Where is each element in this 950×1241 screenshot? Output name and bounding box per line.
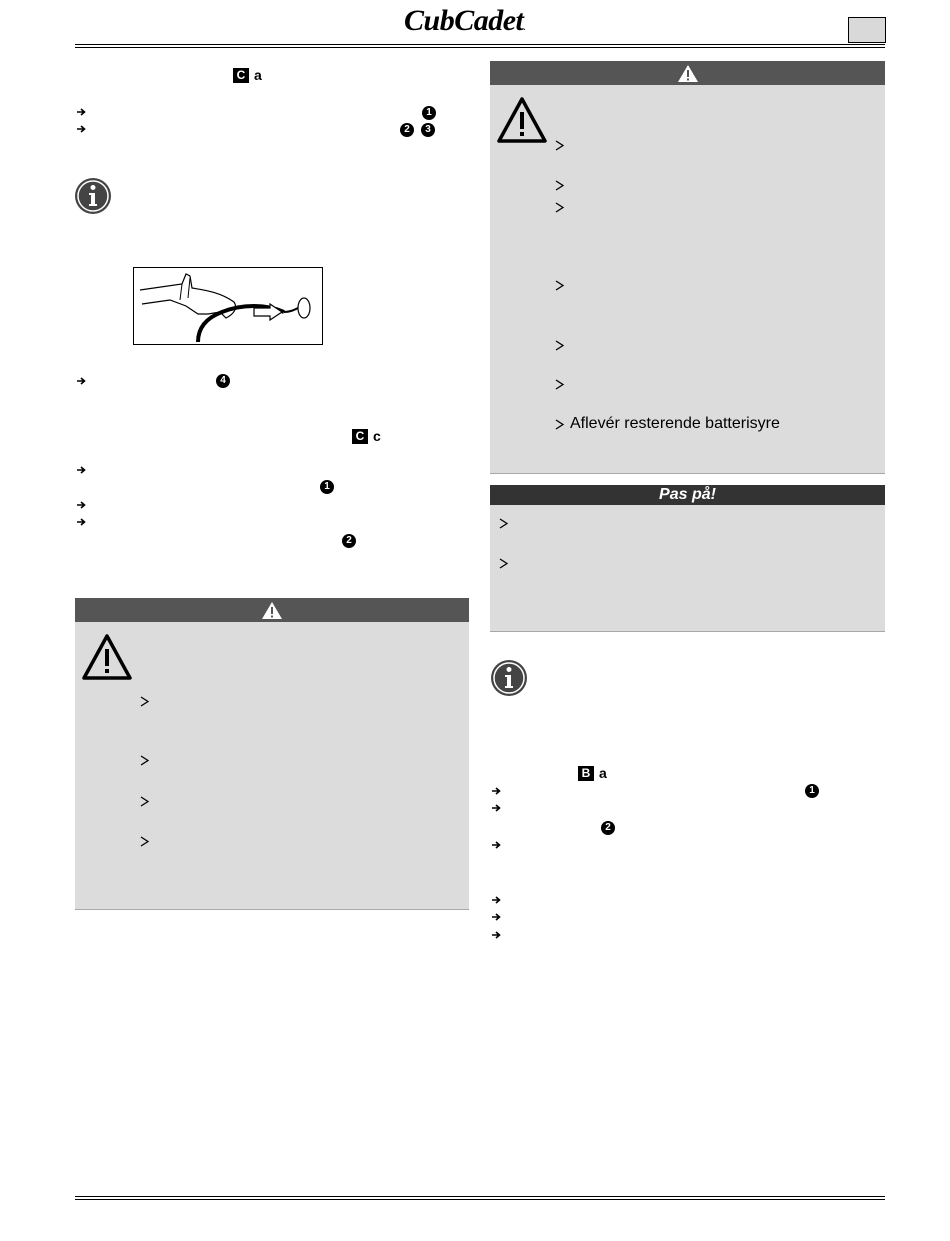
step-number: 1	[805, 784, 819, 798]
bullet-chevron-icon	[140, 796, 149, 807]
bullet-chevron-icon	[499, 558, 508, 569]
info-icon	[74, 177, 112, 215]
bullet-chevron-icon	[140, 836, 149, 847]
warning-triangle-icon	[677, 64, 699, 83]
bullet-chevron-icon	[555, 280, 564, 291]
warning-triangle-icon	[261, 601, 283, 620]
bullet-chevron-icon	[499, 518, 508, 529]
section-tag-b-a: B a	[578, 765, 607, 781]
right-arrow-icon	[77, 107, 87, 117]
caution-box-title: Pas på!	[490, 485, 885, 505]
step-number: 1	[422, 106, 436, 120]
right-arrow-icon	[77, 376, 87, 386]
step-number: 2	[342, 534, 356, 548]
right-arrow-icon	[492, 930, 502, 940]
language-box	[848, 17, 886, 43]
bullet-chevron-icon	[555, 180, 564, 191]
step-number: 4	[216, 374, 230, 388]
right-arrow-icon	[492, 803, 502, 813]
right-arrow-icon	[77, 124, 87, 134]
bullet-chevron-icon	[140, 755, 149, 766]
right-arrow-icon	[492, 895, 502, 905]
right-arrow-icon	[492, 786, 502, 796]
cable-illustration	[133, 267, 323, 345]
header-rule-2	[75, 47, 885, 48]
bullet-chevron-icon	[555, 140, 564, 151]
step-number: 1	[320, 480, 334, 494]
hand-pulling-cable-illustration	[134, 268, 322, 344]
bullet-chevron-icon	[555, 419, 564, 430]
bullet-chevron-icon	[555, 202, 564, 213]
warning-triangle-icon	[81, 633, 133, 681]
bullet-chevron-icon	[140, 696, 149, 707]
right-arrow-icon	[492, 912, 502, 922]
right-arrow-icon	[492, 840, 502, 850]
step-number: 2	[400, 123, 414, 137]
footer-rule	[75, 1196, 885, 1197]
warning-triangle-icon	[496, 96, 548, 144]
warning-box-header	[75, 598, 469, 622]
warning-box-header	[490, 61, 885, 85]
step-number: 3	[421, 123, 435, 137]
step-number: 2	[601, 821, 615, 835]
bullet-chevron-icon	[555, 340, 564, 351]
warning-box-right	[490, 61, 885, 474]
brand-logo: CubCadet.	[404, 4, 525, 37]
section-tag-c-c: C c	[352, 428, 381, 444]
caution-box	[490, 485, 885, 632]
footer-rule-2	[75, 1199, 885, 1200]
bullet-chevron-icon	[555, 379, 564, 390]
right-arrow-icon	[77, 465, 87, 475]
right-arrow-icon	[77, 500, 87, 510]
info-icon	[490, 659, 528, 697]
warning-box	[75, 598, 469, 910]
header-rule	[75, 44, 885, 45]
warning-bullet-text: Aflevér resterende batterisyre	[570, 415, 780, 432]
right-arrow-icon	[77, 517, 87, 527]
section-tag-c-a: C a	[233, 67, 262, 83]
